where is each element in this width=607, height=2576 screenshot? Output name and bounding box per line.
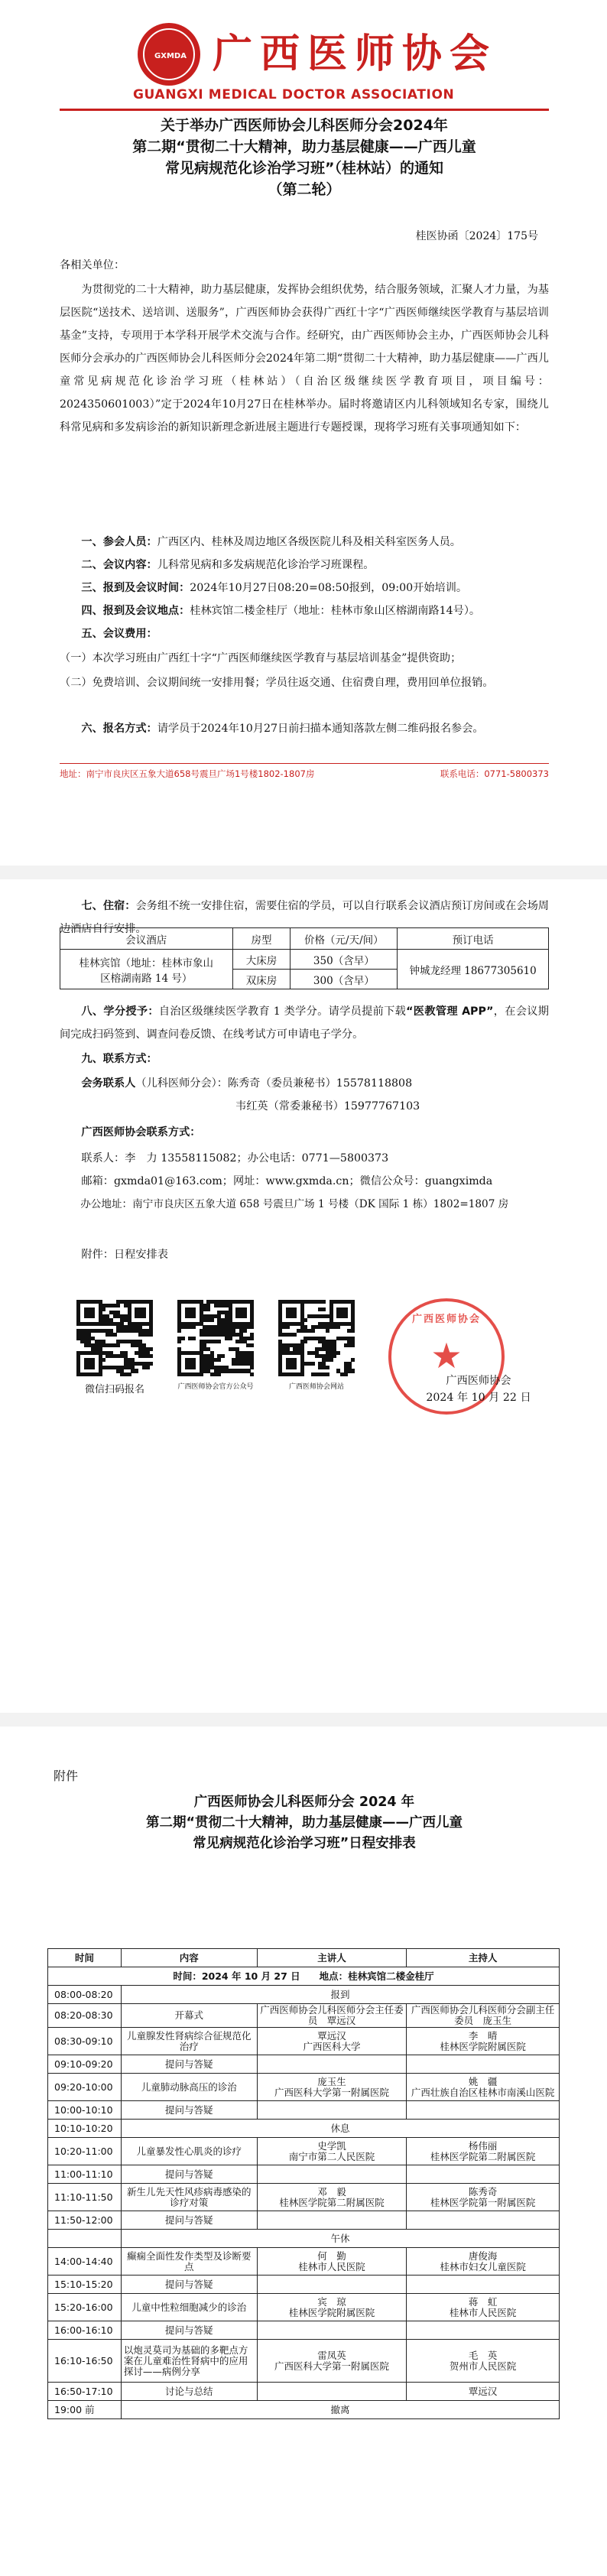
item-credits: 八、学分授予：自治区级继续医学教育 1 类学分。请学员提前下载“医教管理 APP”，在会议期间完成扫码签到、调查问卷反馈、在线考试方可申请电子学分。 [60,1005,549,1041]
website-qr-code[interactable] [278,1300,355,1376]
item-content: 二、会议内容：儿科常见病和多发病规范化诊治学习班课程。 [81,559,375,571]
secretary-contact-1: 会务联系人（儿科医师分会）：陈秀奇（委员兼秘书）15578118808 [81,1077,413,1090]
item-registration: 六、报名方式：请学员于2024年10月27日前扫描本通知落款左侧二维码报名参会。 [81,723,484,735]
attachment-label: 附件 [54,1769,79,1783]
wechat-official-account-qr-code[interactable] [177,1300,254,1376]
page-gap [0,1713,607,1727]
association-address: 办公地址：南宁市良庆区五象大道 658 号震旦广场 1 号楼（DK 国际 1 栋）1802=1807 房 [80,1198,509,1210]
table-row: 11:00-11:10 提问与答疑 [48,2165,560,2184]
schedule-title: 广西医师协会儿科医师分会 2024 年 第二期“贯彻二十大精神，助力基层健康——广西儿童 常见病规范化诊治学习班”日程安排表 [146,1795,463,1851]
official-seal: 广西医师协会 ★ [388,1298,505,1415]
page-gap [0,866,607,879]
table-row: 09:20-10:00 儿童肺动脉高压的诊治 庞玉生 广西医科大学第一附属医院 姚 疆 广西壮族自治区桂林市南溪山医院 [48,2074,560,2101]
fee-item-1: （一）本次学习班由广西红十字“广西医师继续医学教育与基层培训基金”提供资助； [60,652,462,664]
signing-org: 广西医师协会 [446,1375,511,1387]
notice-title: 关于举办广西医师协会儿科医师分会2024年 第二期“贯彻二十大精神，助力基层健康——广西儿童 常见病规范化诊治学习班”（桂林站）的通知 （第二轮） [132,117,476,198]
association-contact-person: 联系人：李 力 13558115082；办公电话：0771—5800373 [81,1152,389,1165]
schedule-header-row: 时间 内容 主讲人 主持人 [48,1949,560,1967]
hotel-table-header: 会议酒店 房型 价格（元/天/间） 预订电话 [60,928,549,950]
table-row: 11:10-11:50 新生儿先天性风疹病毒感染的诊疗对策 邓 毅 桂林医学院第二附属医院 陈秀奇 桂林医学院第一附属医院 [48,2184,560,2211]
table-row: 16:10-16:50 以炮灵莫司为基础的多靶点方案在儿童难治性肾病中的应用探讨——病例分享 雷凤英 广西医科大学第一附属医院 毛 英 贺州市人民医院 [48,2340,560,2383]
header-divider [60,109,549,111]
qr-caption-website: 广西医师协会网站 [288,1383,344,1391]
star-icon: ★ [430,1335,463,1376]
table-row: 19:00 前 撤离 [48,2401,560,2419]
org-name-cn: 广西医师协会 [213,31,498,77]
attachment-note: 附件：日程安排表 [81,1249,168,1261]
qr-caption-official-account: 广西医师协会官方公众号 [177,1383,254,1391]
schedule-date-row: 时间：2024 年 10 月 27 日 地点：桂林宾馆二楼金桂厅 [48,1967,560,1986]
table-row: 10:00-10:10 提问与答疑 [48,2101,560,2120]
registration-qr-code[interactable] [76,1300,153,1376]
table-row: 桂林宾馆（地址：桂林市象山 区榕湖南路 14 号） 大床房 350（含早） 钟城龙经理 18677305610 [60,950,549,970]
footer-address: 地址：南宁市良庆区五象大道658号震旦广场1号楼1802-1807房 [60,768,315,779]
document-number: 桂医协函〔2024〕175号 [415,230,538,242]
page-footer [60,768,549,780]
table-row: 14:00-14:40 癫痫全面性发作类型及诊断要点 何 勤 桂林市人民医院 唐俊海 桂林市妇女儿童医院 [48,2248,560,2276]
table-row: 10:20-11:00 儿童暴发性心肌炎的诊疗 史学凯 南宁市第二人民医院 杨伟丽 桂林医学院第二附属医院 [48,2138,560,2165]
table-row: 08:00-08:20 报到 [48,1986,560,2004]
table-row: 11:50-12:00 提问与答疑 [48,2211,560,2230]
schedule-table [47,1948,560,2419]
table-row: 08:20-08:30 开幕式 广西医师协会儿科医师分会主任委员 覃远汉 广西医师协会儿科医师分会副主任委员 庞玉生 [48,2004,560,2028]
org-name-en: GUANGXI MEDICAL DOCTOR ASSOCIATION [133,87,455,102]
table-row: 10:10-10:20 休息 [48,2120,560,2138]
association-email-web: 邮箱：gxmda01@163.com；网址：www.gxmda.cn；微信公众号：guangximda [81,1175,493,1187]
qr-caption-registration: 微信扫码报名 [84,1384,144,1395]
item-attendees: 一、参会人员：广西区内、桂林及周边地区各级医院儿科及相关科室医务人员。 [81,536,461,548]
salutation: 各相关单位： [60,259,125,271]
table-row: 08:30-09:10 儿童腺发性肾病综合征规范化治疗 覃远汉 广西医科大学 李 晴 桂林医学院附属医院 [48,2028,560,2055]
table-row: 双床房 300（含早） [60,970,549,989]
hotel-name: 桂林宾馆（地址：桂林市象山 区榕湖南路 14 号） [60,950,233,989]
table-row: 09:10-09:20 提问与答疑 [48,2055,560,2074]
item-time: 三、报到及会议时间：2024年10月27日08:20=08:50报到，09:00开始培训。 [81,582,468,594]
item-fees: 五、会议费用： [81,628,157,640]
secretary-contact-2: 韦红英（常委兼秘书）15977767103 [235,1100,420,1113]
footer-phone: 联系电话：0771-5800373 [440,768,549,779]
footer-divider [60,763,549,764]
hotel-table [60,927,549,989]
intro-paragraph: 为贯彻党的二十大精神，助力基层健康，发挥协会组织优势，结合服务领域，汇聚人才力量，为基层医院“送技术、送培训、送服务”，广西医师协会获得广西红十字“广西医师继续医学教育与基层培训基金”支持，专项用于本学科开展学术交流与合作。经研究，由广西医师协会主办，广西医师协会儿科医师分会承办的广西医师协会儿科医师分会2024年第二期“贯彻二十大精神，助力基层健康——广西儿童常见病规范化诊治学习班（桂林站）（自治区级继续医学教育项目，项目编号：2024350601003）”定于2024年10月27日在桂林举办。届时将邀请区内儿科领域知名专家，围绕儿科常见病和多发病诊治的新知识新理念新进展主题进行专题授课，现将学习班有关事项通知如下： [60,284,549,434]
item-accommodation: 七、住宿：会务组不统一安排住宿，需要住宿的学员，可以自行联系会议酒店预订房间或在会场周边酒店自行安排。 [60,900,549,935]
table-row: 16:00-16:10 提问与答疑 [48,2321,560,2340]
signing-date: 2024 年 10 月 22 日 [426,1392,531,1404]
item-contacts: 九、联系方式： [81,1053,157,1065]
table-row: 午休 [48,2230,560,2248]
item-venue: 四、报到及会议地点：桂林宾馆二楼金桂厅（地址：桂林市象山区榕湖南路14号）。 [81,605,481,617]
fee-item-2: （二）免费培训、会议期间统一安排用餐；学员往返交通、住宿费自理，费用回单位报销。 [60,677,494,689]
table-row: 16:50-17:10 讨论与总结 覃远汉 [48,2383,560,2401]
association-contact-heading: 广西医师协会联系方式： [81,1126,201,1139]
booking-phone: 钟城龙经理 18677305610 [398,950,549,989]
association-logo-icon: GXMDA [138,23,200,86]
table-row: 15:20-16:00 儿童中性粒细胞减少的诊治 宾 琼 桂林医学院附属医院 蒋 虹 桂林市人民医院 [48,2294,560,2321]
letterhead [60,17,549,109]
table-row: 15:10-15:20 提问与答疑 [48,2276,560,2294]
notice-page-1 [0,0,607,864]
